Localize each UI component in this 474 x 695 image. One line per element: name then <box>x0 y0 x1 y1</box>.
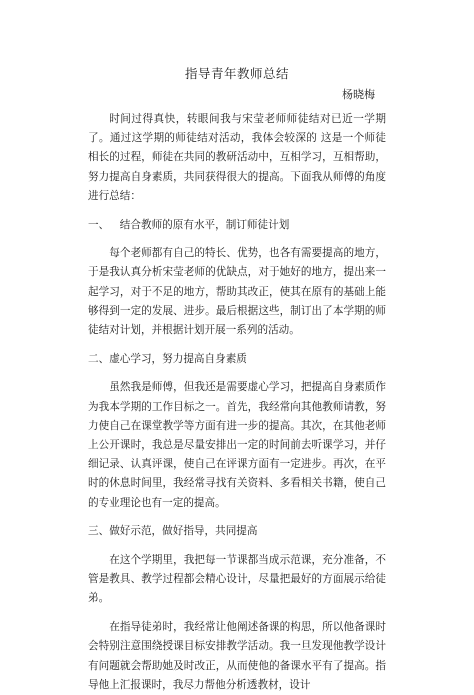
spacer <box>88 369 386 379</box>
section-paragraph: 在指导徒弟时，我经常让他阐述备课的构思，所以他备课时会特别注意围绕授课目标安排教学活动。我一旦发现他教学设计有问题就会帮助她及时改正，从而使他的备课水平有了提高。指导他上汇报课时，我尽力帮他分析透教材，设计 <box>88 621 386 691</box>
document-title: 指导青年教师总结 <box>184 66 289 81</box>
section-number: 三、 <box>88 525 110 538</box>
section-heading <box>88 216 386 235</box>
spacer <box>88 609 386 619</box>
section-number: 一、 <box>88 218 110 231</box>
intro-paragraph: 时间过得真快，转眼间我与宋莹老师师徒结对已近一学期了。通过这学期的师徒结对活动，我体会较深的 这是一个师徒相长的过程，师徒在共同的教研活动中，互相学习，互相帮助，努力提高自身素质，共同获得很大的提高。下面我从师傅的角度进行总结： <box>88 113 386 202</box>
section-heading-text: 结合教师的原有水平，制订师徒计划 <box>119 218 290 231</box>
section-heading-text: 虚心学习，努力提高自身素质 <box>109 352 247 365</box>
section-heading-text: 做好示范，做好指导，共同提高 <box>109 525 258 538</box>
section-heading <box>88 522 386 541</box>
section-paragraph: 在这个学期里，我把每一节课都当成示范课，充分准备，不管是教具、教学过程都会精心设计，尽量把最好的方面展示给徒弟。 <box>88 554 386 605</box>
spacer <box>88 340 386 350</box>
section-number: 二、 <box>88 352 110 365</box>
document-body <box>88 110 386 695</box>
section-heading <box>88 350 386 369</box>
section-paragraph: 每个老师都有自己的特长、优势，也各有需要提高的地方，于是我认真分析宋莹老师的优缺点，对于她好的地方，提出来一起学习，对于不足的地方，帮助其改正，使其在原有的基础上能够得到一定的发展、进步。最后根据这些，制订出了本学期的师徒结对计划，并根据计划开展一系列的活动。 <box>88 247 386 337</box>
document-author: 杨晓梅 <box>342 88 375 101</box>
spacer <box>88 206 386 216</box>
spacer <box>88 542 386 552</box>
section-paragraph: 虽然我是师傅，但我还是需要虚心学习，把提高自身素质作为我本学期的工作目标之一。首先，我经常向其他教师请教，努力使自己在课堂教学等方面有进一步的提高。其次，在其他老师上公开课时，我总是尽量安排出一定的时间前去听课学习，并仔细记录、认真评课，使自己在评课方面有一定进步。再次，在平时的休息时间里，我经常寻找有关资料、多看相关书籍，使自己的专业理论也有一定的提高。 <box>88 381 386 509</box>
spacer <box>88 235 386 245</box>
spacer <box>88 513 386 523</box>
